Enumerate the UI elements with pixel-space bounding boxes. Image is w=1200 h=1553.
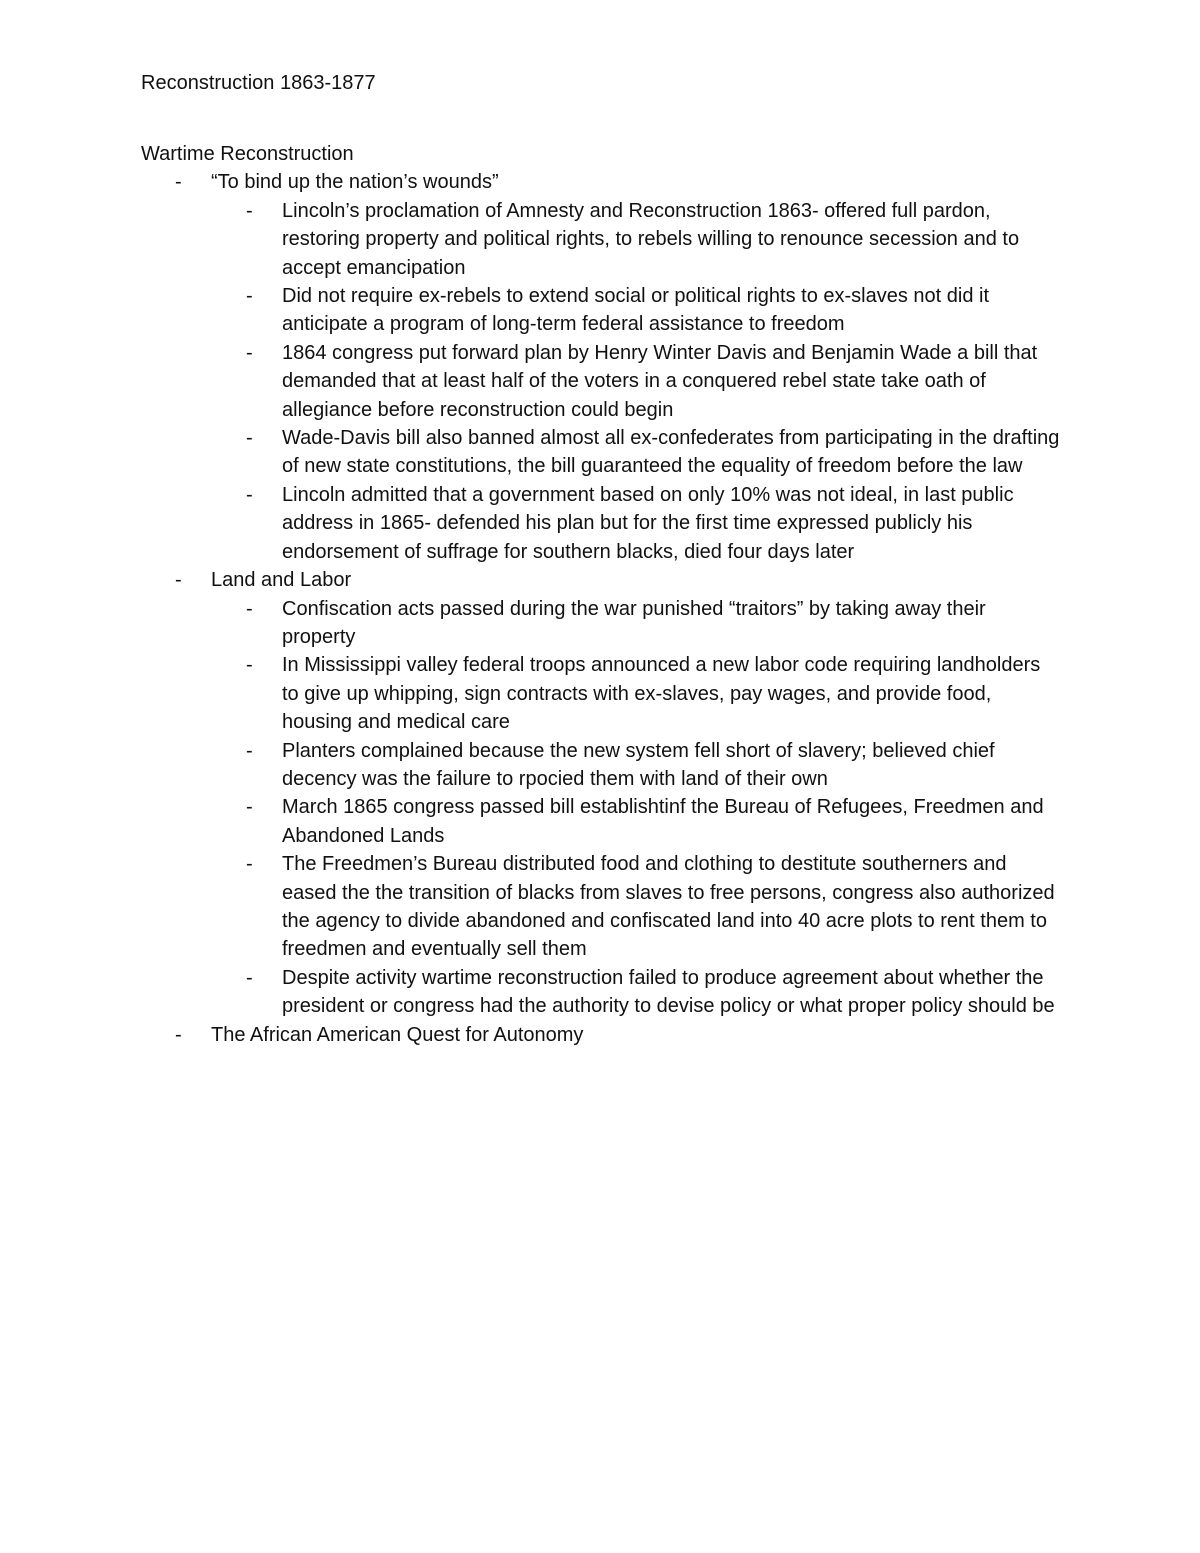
bullet-dash: -: [246, 853, 253, 876]
outline-level-2: [211, 197, 1101, 566]
bullet-dash: -: [246, 654, 253, 677]
outline-subitem: [211, 424, 1062, 481]
outline-item: [141, 1021, 1101, 1049]
outline-item-label: The African American Quest for Autonomy: [211, 1023, 584, 1046]
outline-subitem-text: Did not require ex-rebels to extend social or political rights to ex-slaves not did it anticipate a program of long-term federal assistance to freedom: [282, 285, 990, 336]
outline-item-label: “To bind up the nation’s wounds”: [211, 171, 499, 194]
outline-subitem: [211, 197, 1062, 282]
bullet-dash: -: [246, 427, 253, 450]
section-heading: Wartime Reconstruction: [141, 143, 354, 165]
outline-subitem: [211, 651, 1062, 736]
document-title: Reconstruction 1863-1877: [141, 72, 376, 94]
bullet-dash: -: [175, 171, 182, 194]
outline-subitem: [211, 793, 1062, 850]
outline-subitem-text: Planters complained because the new system fell short of slavery; believed chief decency was the failure to rpocied them with land of their own: [282, 739, 995, 790]
outline-level-2: [211, 595, 1101, 1021]
outline-subitem: [211, 850, 1062, 964]
bullet-dash: -: [246, 285, 253, 308]
outline-item-label: Land and Labor: [211, 569, 352, 592]
outline-subitem: [211, 964, 1062, 1021]
outline-subitem-text: Lincoln’s proclamation of Amnesty and Reconstruction 1863- offered full pardon, restoring property and political rights, to rebels willing to renounce secession and to accept emancipation: [282, 199, 1020, 279]
bullet-dash: -: [246, 341, 253, 364]
outline-subitem: [211, 282, 1062, 339]
outline-item: [141, 566, 1101, 1021]
outline-subitem: [211, 737, 1062, 794]
outline-item: [141, 168, 1101, 566]
bullet-dash: -: [246, 597, 253, 620]
outline-subitem-text: Despite activity wartime reconstruction failed to produce agreement about whether the president or congress had the authority to devise policy or what proper policy should be: [282, 966, 1055, 1018]
outline-subitem: [211, 481, 1062, 566]
bullet-dash: -: [246, 199, 253, 222]
outline-subitem: [211, 595, 1062, 652]
outline-subitem: [211, 339, 1062, 424]
outline-subitem-text: March 1865 congress passed bill establishtinf the Bureau of Refugees, Freedmen and Abandoned Lands: [282, 796, 1044, 847]
bullet-dash: -: [246, 966, 253, 989]
outline-level-1: [141, 168, 1101, 1049]
outline-subitem-text: 1864 congress put forward plan by Henry Winter Davis and Benjamin Wade a bill that demanded that at least half of the voters in a conquered rebel state take oath of allegiance before reconstruction could begin: [282, 341, 1038, 421]
outline-subitem-text: In Mississippi valley federal troops announced a new labor code requiring landholders to give up whipping, sign contracts with ex-slaves, pay wages, and provide food, housing and medical care: [282, 654, 1041, 734]
bullet-dash: -: [246, 796, 253, 819]
bullet-dash: -: [175, 569, 182, 592]
bullet-dash: -: [246, 739, 253, 762]
section-wartime-reconstruction: [141, 140, 1101, 1049]
bullet-dash: -: [246, 483, 253, 506]
outline-subitem-text: Lincoln admitted that a government based on only 10% was not ideal, in last public address in 1865- defended his plan but for the first time expressed publicly his endorsement of suffrage for southern blacks, died four days later: [282, 483, 1014, 563]
outline-subitem-text: The Freedmen’s Bureau distributed food and clothing to destitute southerners and eased the the transition of blacks from slaves to free persons, congress also authorized the agency to divide abandoned and confiscated land into 40 acre plots to rent them to freedmen and eventually sell them: [282, 853, 1055, 961]
outline-subitem-text: Wade-Davis bill also banned almost all ex-confederates from participating in the drafting of new state constitutions, the bill guaranteed the equality of freedom before the law: [282, 427, 1060, 478]
bullet-dash: -: [175, 1023, 182, 1046]
outline-subitem-text: Confiscation acts passed during the war punished “traitors” by taking away their property: [282, 597, 986, 648]
